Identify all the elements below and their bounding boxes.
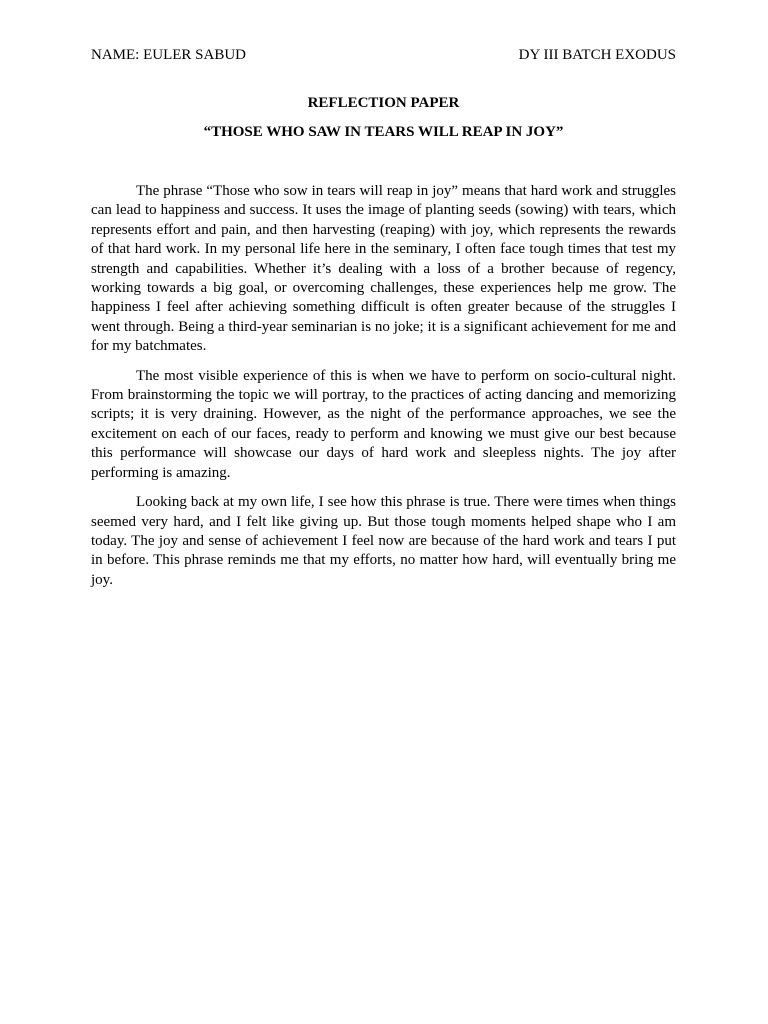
- batch-label: DY III BATCH EXODUS: [518, 47, 676, 63]
- paragraph: Looking back at my own life, I see how this phrase is true. There were times when things seemed very hard, and I felt like giving up. But those tough moments helped shape who I am today. The joy and sense of achievement I feel now are because of the hard work and tears I put in before. This phrase reminds me that my efforts, no matter how hard, will eventually bring me joy.: [91, 494, 676, 588]
- paper-title: REFLECTION PAPER: [307, 95, 460, 111]
- paragraph: The phrase “Those who sow in tears will reap in joy” means that hard work and struggles can lead to happiness and success. It uses the image of planting seeds (sowing) with tears, which represents effort and pain, and then harvesting (reaping) with joy, which represents the rewards of that hard work. In my personal life here in the seminary, I often face tough times that test my strength and capabilities. Whether it’s dealing with a loss of a brother because of regency, working towards a big goal, or overcoming challenges, these experiences help me grow. The happiness I feel after achieving something difficult is often greater because of the struggles I went through. Being a third-year seminarian is no joke; it is a significant achievement for me and for my batchmates.: [91, 183, 676, 355]
- header-row: [91, 45, 676, 65]
- paragraph: The most visible experience of this is when we have to perform on socio-cultural night. From brainstorming the topic we will portray, to the practices of acting dancing and memorizing scripts; it is very draining. However, as the night of the performance approaches, we see the excitement on each of our faces, ready to perform and knowing we must give our best because this performance will showcase our days of hard work and sleepless nights. The joy after performing is amazing.: [91, 367, 676, 481]
- paper-subtitle: “THOSE WHO SAW IN TEARS WILL REAP IN JOY”: [203, 124, 564, 140]
- author-name: NAME: EULER SABUD: [91, 47, 247, 63]
- body-text: [91, 182, 676, 590]
